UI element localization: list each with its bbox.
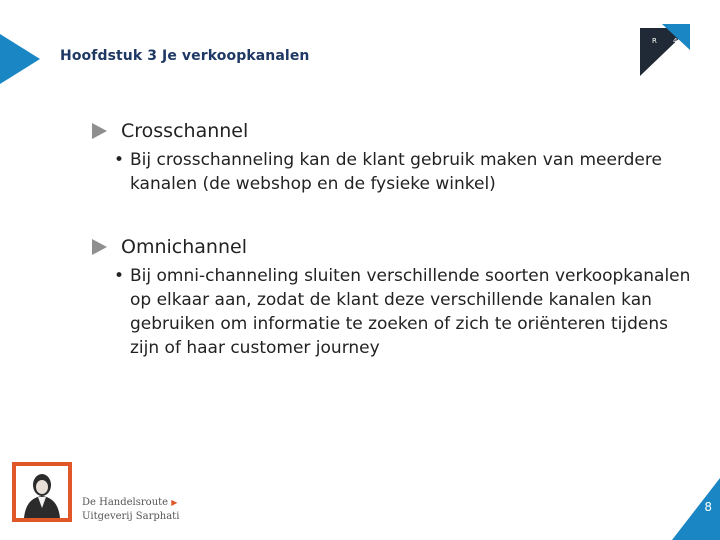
page-number-corner <box>672 478 720 540</box>
publisher-line-1: De Handelsroute <box>82 497 169 508</box>
triangle-bullet-icon <box>92 239 107 255</box>
corner-letter-4: 4 <box>673 37 678 45</box>
corner-letter-r: R <box>652 37 657 45</box>
sub-bullet-text: Bij crosschanneling kan de klant gebruik maken van meerdere kanalen (de webshop en de fysieke winkel) <box>130 150 662 194</box>
section-heading: Crosschannel <box>121 120 249 142</box>
section-heading-row <box>92 120 702 142</box>
triangle-bullet-icon <box>92 123 107 139</box>
section-crosschannel <box>92 120 702 196</box>
bullet-dot-icon: • <box>114 266 125 286</box>
slide-content <box>92 120 702 360</box>
publisher-logo <box>12 462 72 522</box>
corner-logo-mark <box>640 24 690 76</box>
bullet-dot-icon: • <box>114 150 125 170</box>
section-omnichannel <box>92 236 702 360</box>
chapter-title: Hoofdstuk 3 Je verkoopkanalen <box>60 48 310 64</box>
sub-bullet-row <box>114 148 702 196</box>
section-heading-row <box>92 236 702 258</box>
section-heading: Omnichannel <box>121 236 247 258</box>
left-blue-triangle-decoration <box>0 34 40 84</box>
publisher-line-2: Uitgeverij Sarphati <box>82 511 180 522</box>
portrait-icon <box>16 466 68 518</box>
publisher-arrow-icon: ▶ <box>171 498 178 507</box>
page-number: 8 <box>704 500 712 514</box>
sub-bullet-row <box>114 264 702 360</box>
sub-bullet-text: Bij omni-channeling sluiten verschillende soorten verkoopkanalen op elkaar aan, zodat de klant deze verschillende kanalen kan gebruiken om informatie te zoeken of zich te oriënteren tijdens zijn of haar customer journey <box>130 266 691 358</box>
publisher-name <box>82 496 179 524</box>
